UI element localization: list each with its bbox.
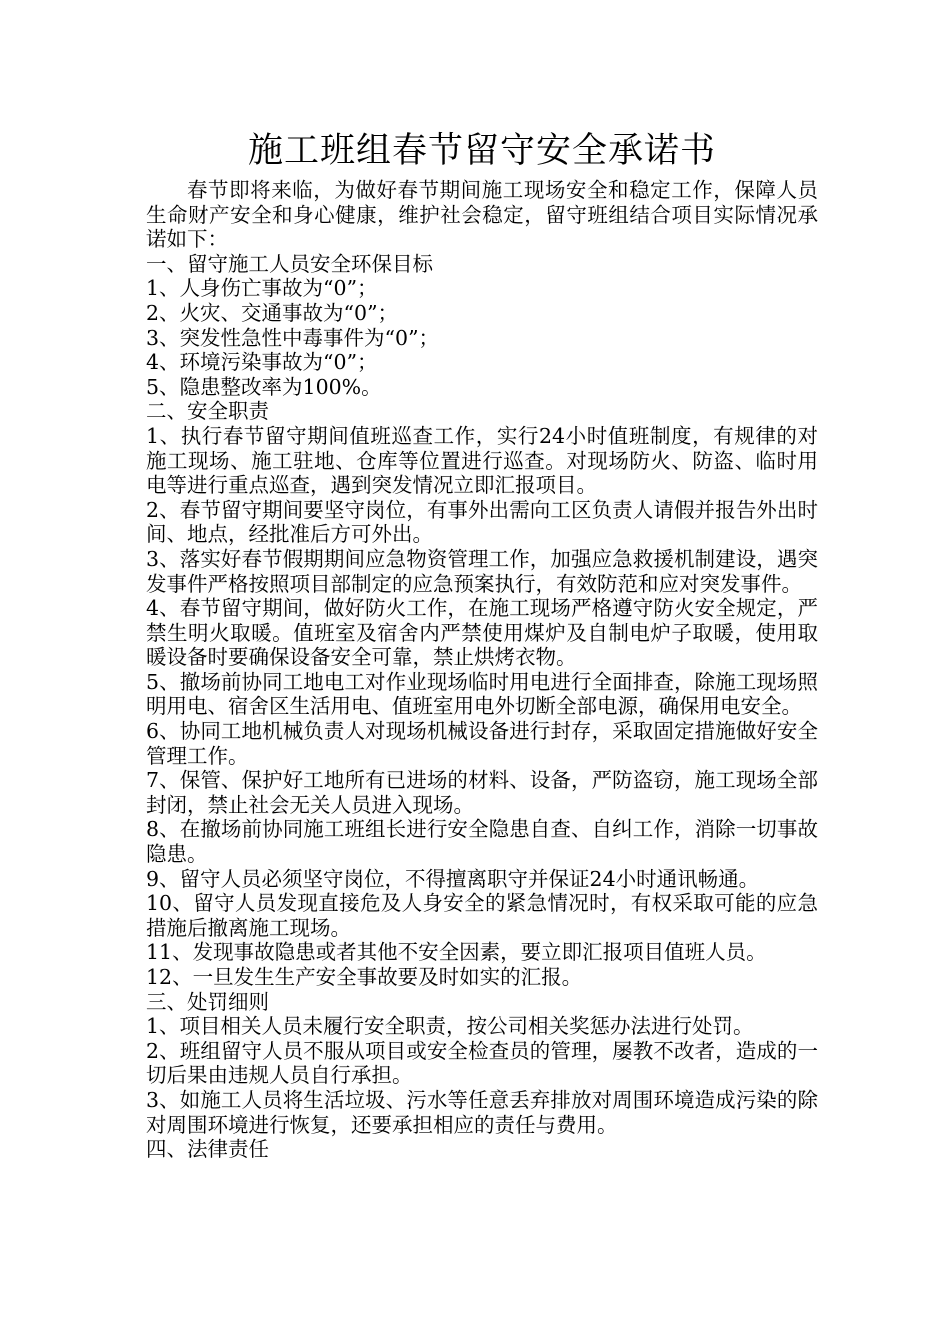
section-item: 5、撤场前协同工地电工对作业现场临时用电进行全面排查，除施工现场照明用电、宿舍区生活用电、值班室用电外切断全部电源，确保用电安全。 [146, 669, 818, 719]
section-item: 2、班组留守人员不服从项目或安全检查员的管理，屡教不改者，造成的一切后果由违规人员自行承担。 [146, 1038, 818, 1088]
section-item: 2、春节留守期间要坚守岗位，有事外出需向工区负责人请假并报告外出时间、地点，经批准后方可外出。 [146, 497, 818, 547]
section-item: 4、春节留守期间，做好防火工作，在施工现场严格遵守防火安全规定，严禁生明火取暖。值班室及宿舍内严禁使用煤炉及自制电炉子取暖，使用取暖设备时要确保设备安全可靠，禁止烘烤衣物。 [146, 596, 818, 670]
section-heading: 二、安全职责 [146, 399, 269, 424]
section-heading: 一、留守施工人员安全环保目标 [146, 251, 433, 276]
section-item: 9、留守人员必须坚守岗位，不得擅离职守并保证24小时通讯畅通。 [146, 866, 760, 891]
section-item: 10、留守人员发现直接危及人身安全的紧急情况时，有权采取可能的应急措施后撤离施工现场。 [146, 891, 818, 940]
section-item: 3、如施工人员将生活垃圾、污水等任意丢弃排放对周围环境造成污染的除对周围环境进行恢复，还要承担相应的责任与费用。 [146, 1087, 818, 1137]
section-heading: 四、法律责任 [146, 1137, 269, 1162]
section-item: 11、发现事故隐患或者其他不安全因素，要立即汇报项目值班人员。 [146, 940, 767, 965]
section-heading: 三、处罚细则 [146, 989, 269, 1014]
section-item: 5、隐患整改率为100%。 [146, 374, 382, 399]
section-item: 1、人身伤亡事故为“0”； [146, 276, 378, 301]
section-item: 8、在撤场前协同施工班组长进行安全隐患自查、自纠工作，消除一切事故隐患。 [146, 817, 818, 867]
section-item: 1、项目相关人员未履行安全职责，按公司相关奖惩办法进行处罚。 [146, 1014, 754, 1039]
section-item: 12、一旦发生生产安全事故要及时如实的汇报。 [146, 965, 583, 989]
section-item: 1、执行春节留守期间值班巡查工作，实行24小时值班制度，有规律的对施工现场、施工驻地、仓库等位置进行巡查。对现场防火、防盗、临时用电等进行重点巡查，遇到突发情况立即汇报项目。 [146, 423, 818, 498]
section-item: 6、协同工地机械负责人对现场机械设备进行封存，采取固定措施做好安全管理工作。 [146, 719, 818, 768]
section-item: 4、环境污染事故为“0”； [146, 350, 378, 375]
section-item: 3、突发性急性中毒事件为“0”； [146, 325, 440, 350]
document-page [146, 130, 818, 1162]
section-item: 2、火灾、交通事故为“0”； [146, 300, 399, 325]
intro-paragraph: 春节即将来临，为做好春节期间施工现场安全和稳定工作，保障人员生命财产安全和身心健康，维护社会稳定，留守班组结合项目实际情况承诺如下： [146, 178, 818, 252]
section-item: 3、落实好春节假期期间应急物资管理工作，加强应急救援机制建设，遇突发事件严格按照项目部制定的应急预案执行，有效防范和应对突发事件。 [146, 546, 818, 596]
sections-container [146, 252, 818, 1162]
document-title: 施工班组春节留守安全承诺书 [247, 131, 716, 171]
document-body [146, 178, 818, 1162]
section-item: 7、保管、保护好工地所有已进场的材料、设备，严防盗窃，施工现场全部封闭，禁止社会无关人员进入现场。 [146, 768, 818, 817]
